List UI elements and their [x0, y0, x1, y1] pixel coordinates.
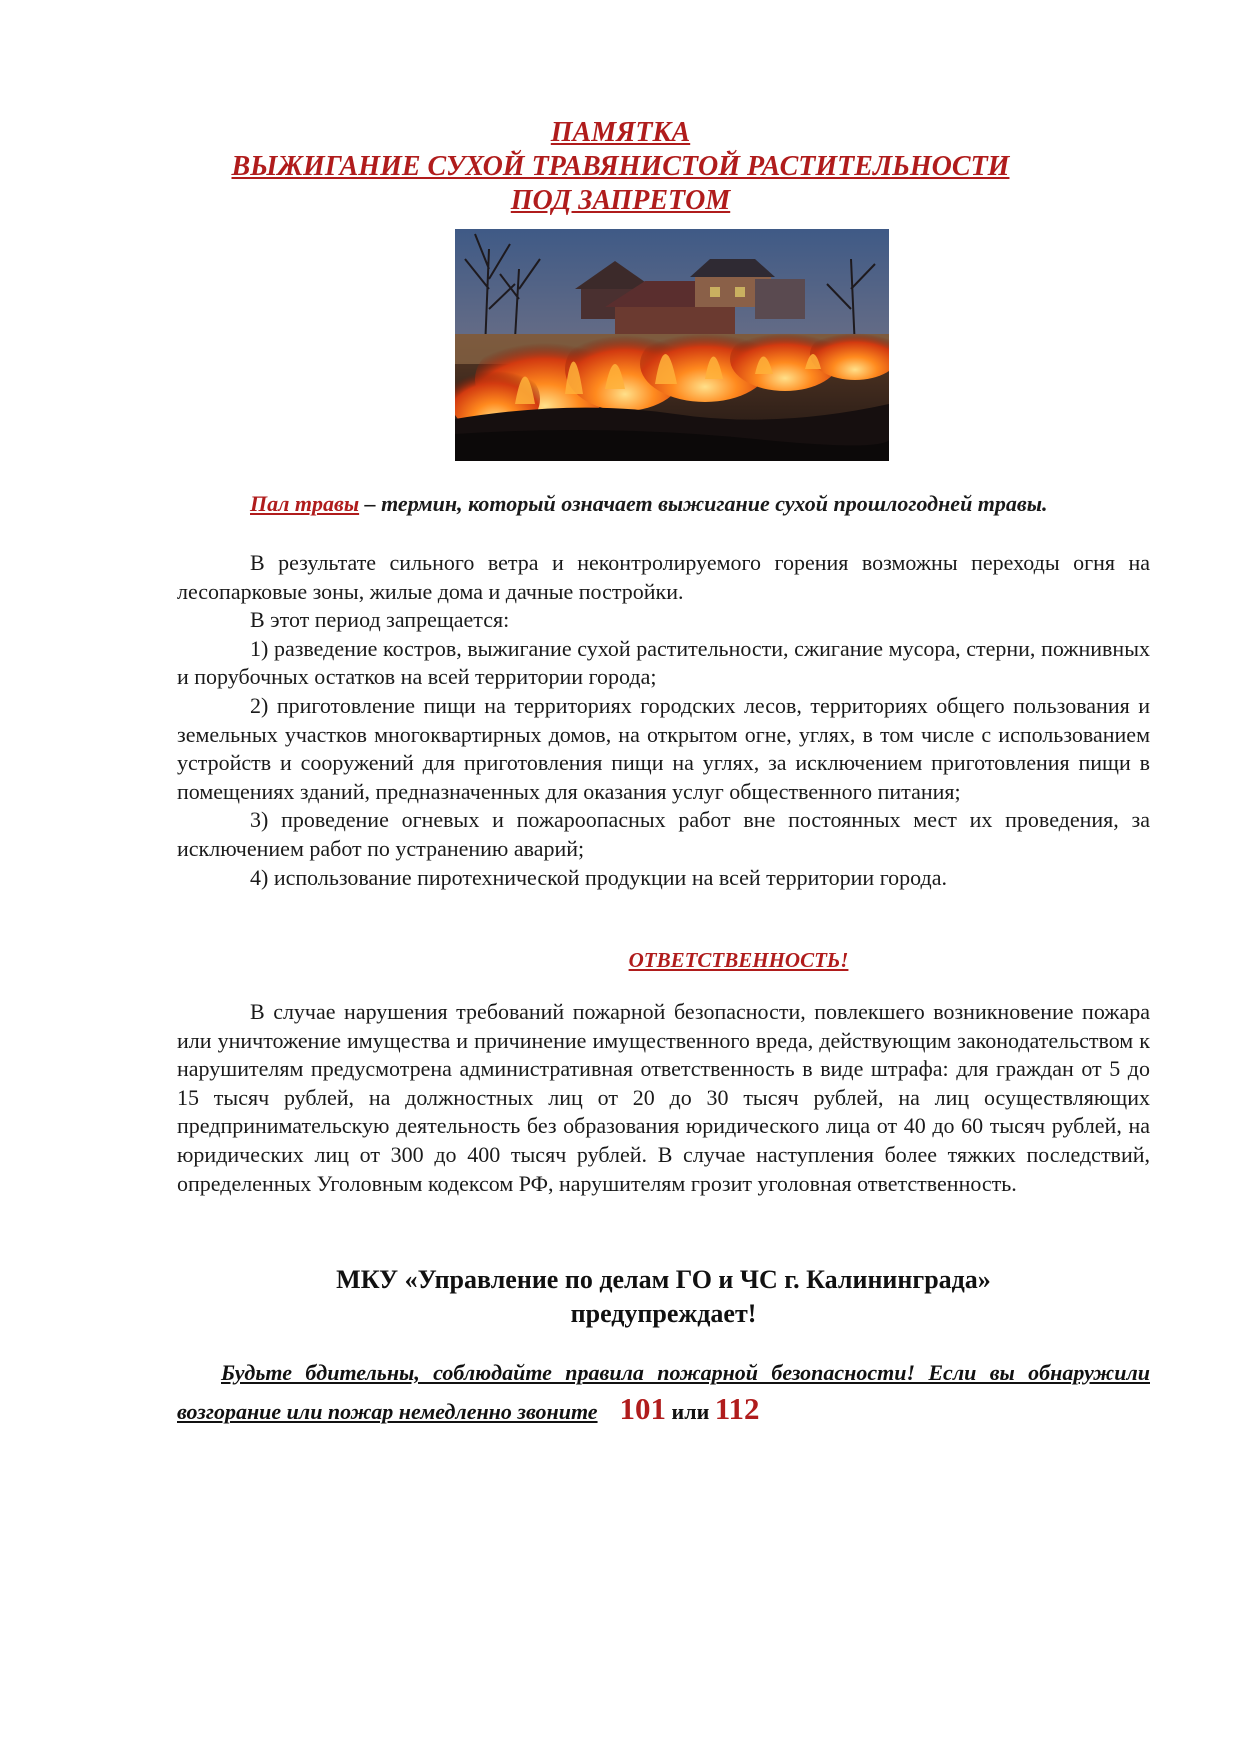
- definition-text: – термин, который означает выжигание сухой прошлогодней травы.: [359, 491, 1048, 516]
- title-line-3: ПОД ЗАПРЕТОМ: [510, 185, 731, 216]
- grass-fire-photo: [455, 229, 889, 461]
- prohibited-heading: В этот период запрещается:: [250, 607, 510, 633]
- rule-item-2: 2) приготовление пищи на территориях городских лесов, территориях общего пользования и земельных участков многоквартирных домов, на открытом огне, углях, в том числе с использованием устройств и сооружений для приготовления пищи на углях, за исключением приготовления пищи в помещениях зданий, предназначенных для оказания услуг общественного питания;: [177, 692, 1150, 804]
- phone-emergency: 112: [714, 1391, 760, 1426]
- organization-name: МКУ «Управление по делам ГО и ЧС г. Калининграда»: [336, 1265, 991, 1294]
- rules-section: [177, 549, 1150, 892]
- rule-item-3: 3) проведение огневых и пожароопасных работ вне постоянных мест их проведения, за исключением работ по устранению аварий;: [177, 807, 1150, 861]
- phone-fire-service: 101: [619, 1391, 667, 1426]
- definition-paragraph: [177, 490, 1150, 518]
- phone-or-word: или: [671, 1399, 710, 1424]
- rules-intro: В результате сильного ветра и неконтролируемого горения возможны переходы огня на лесопарковые зоны, жилые дома и дачные постройки.: [177, 550, 1150, 604]
- rule-item-1: 1) разведение костров, выжигание сухой растительности, сжигание мусора, стерни, пожнивных и порубочных остатков на всей территории города;: [177, 635, 1150, 690]
- rule-item-4: 4) использование пиротехнической продукции на всей территории города.: [250, 864, 948, 890]
- responsibility-text: В случае нарушения требований пожарной безопасности, повлекшего возникновение пожара или уничтожение имущества и причинение имущественного вреда, действующим законодательством к нарушителям предусмотрена административная ответственность в виде штрафа: для граждан от 5 до 15 тысяч рублей, на должностных лиц от 20 до 30 тысяч рублей, на лиц осуществляющих предпринимательскую деятельность без образования юридического лица от 40 до 60 тысяч рублей, на юридических лиц от 300 до 400 тысяч рублей. В случае наступления более тяжких последствий, определенных Уголовным кодексом РФ, нарушителям грозит уголовная ответственность.: [177, 999, 1150, 1196]
- definition-term: Пал травы: [250, 491, 360, 516]
- title-line-1: ПАМЯТКА: [550, 117, 691, 148]
- leaflet-title: [150, 116, 1091, 218]
- warning-text: Будьте бдительны, соблюдайте правила пожарной безопасности! Если вы обнаружили возгорание или пожар немедленно звоните: [177, 1360, 1150, 1424]
- title-line-2: ВЫЖИГАНИЕ СУХОЙ ТРАВЯНИСТОЙ РАСТИТЕЛЬНОСТИ: [231, 151, 1010, 182]
- responsibility-title: ОТВЕТСТВЕННОСТЬ!: [628, 948, 849, 972]
- emergency-warning: [177, 1355, 1150, 1430]
- organization-notice: [177, 1263, 1150, 1331]
- organization-warns: предупреждает!: [570, 1299, 757, 1328]
- responsibility-section: [177, 998, 1150, 1198]
